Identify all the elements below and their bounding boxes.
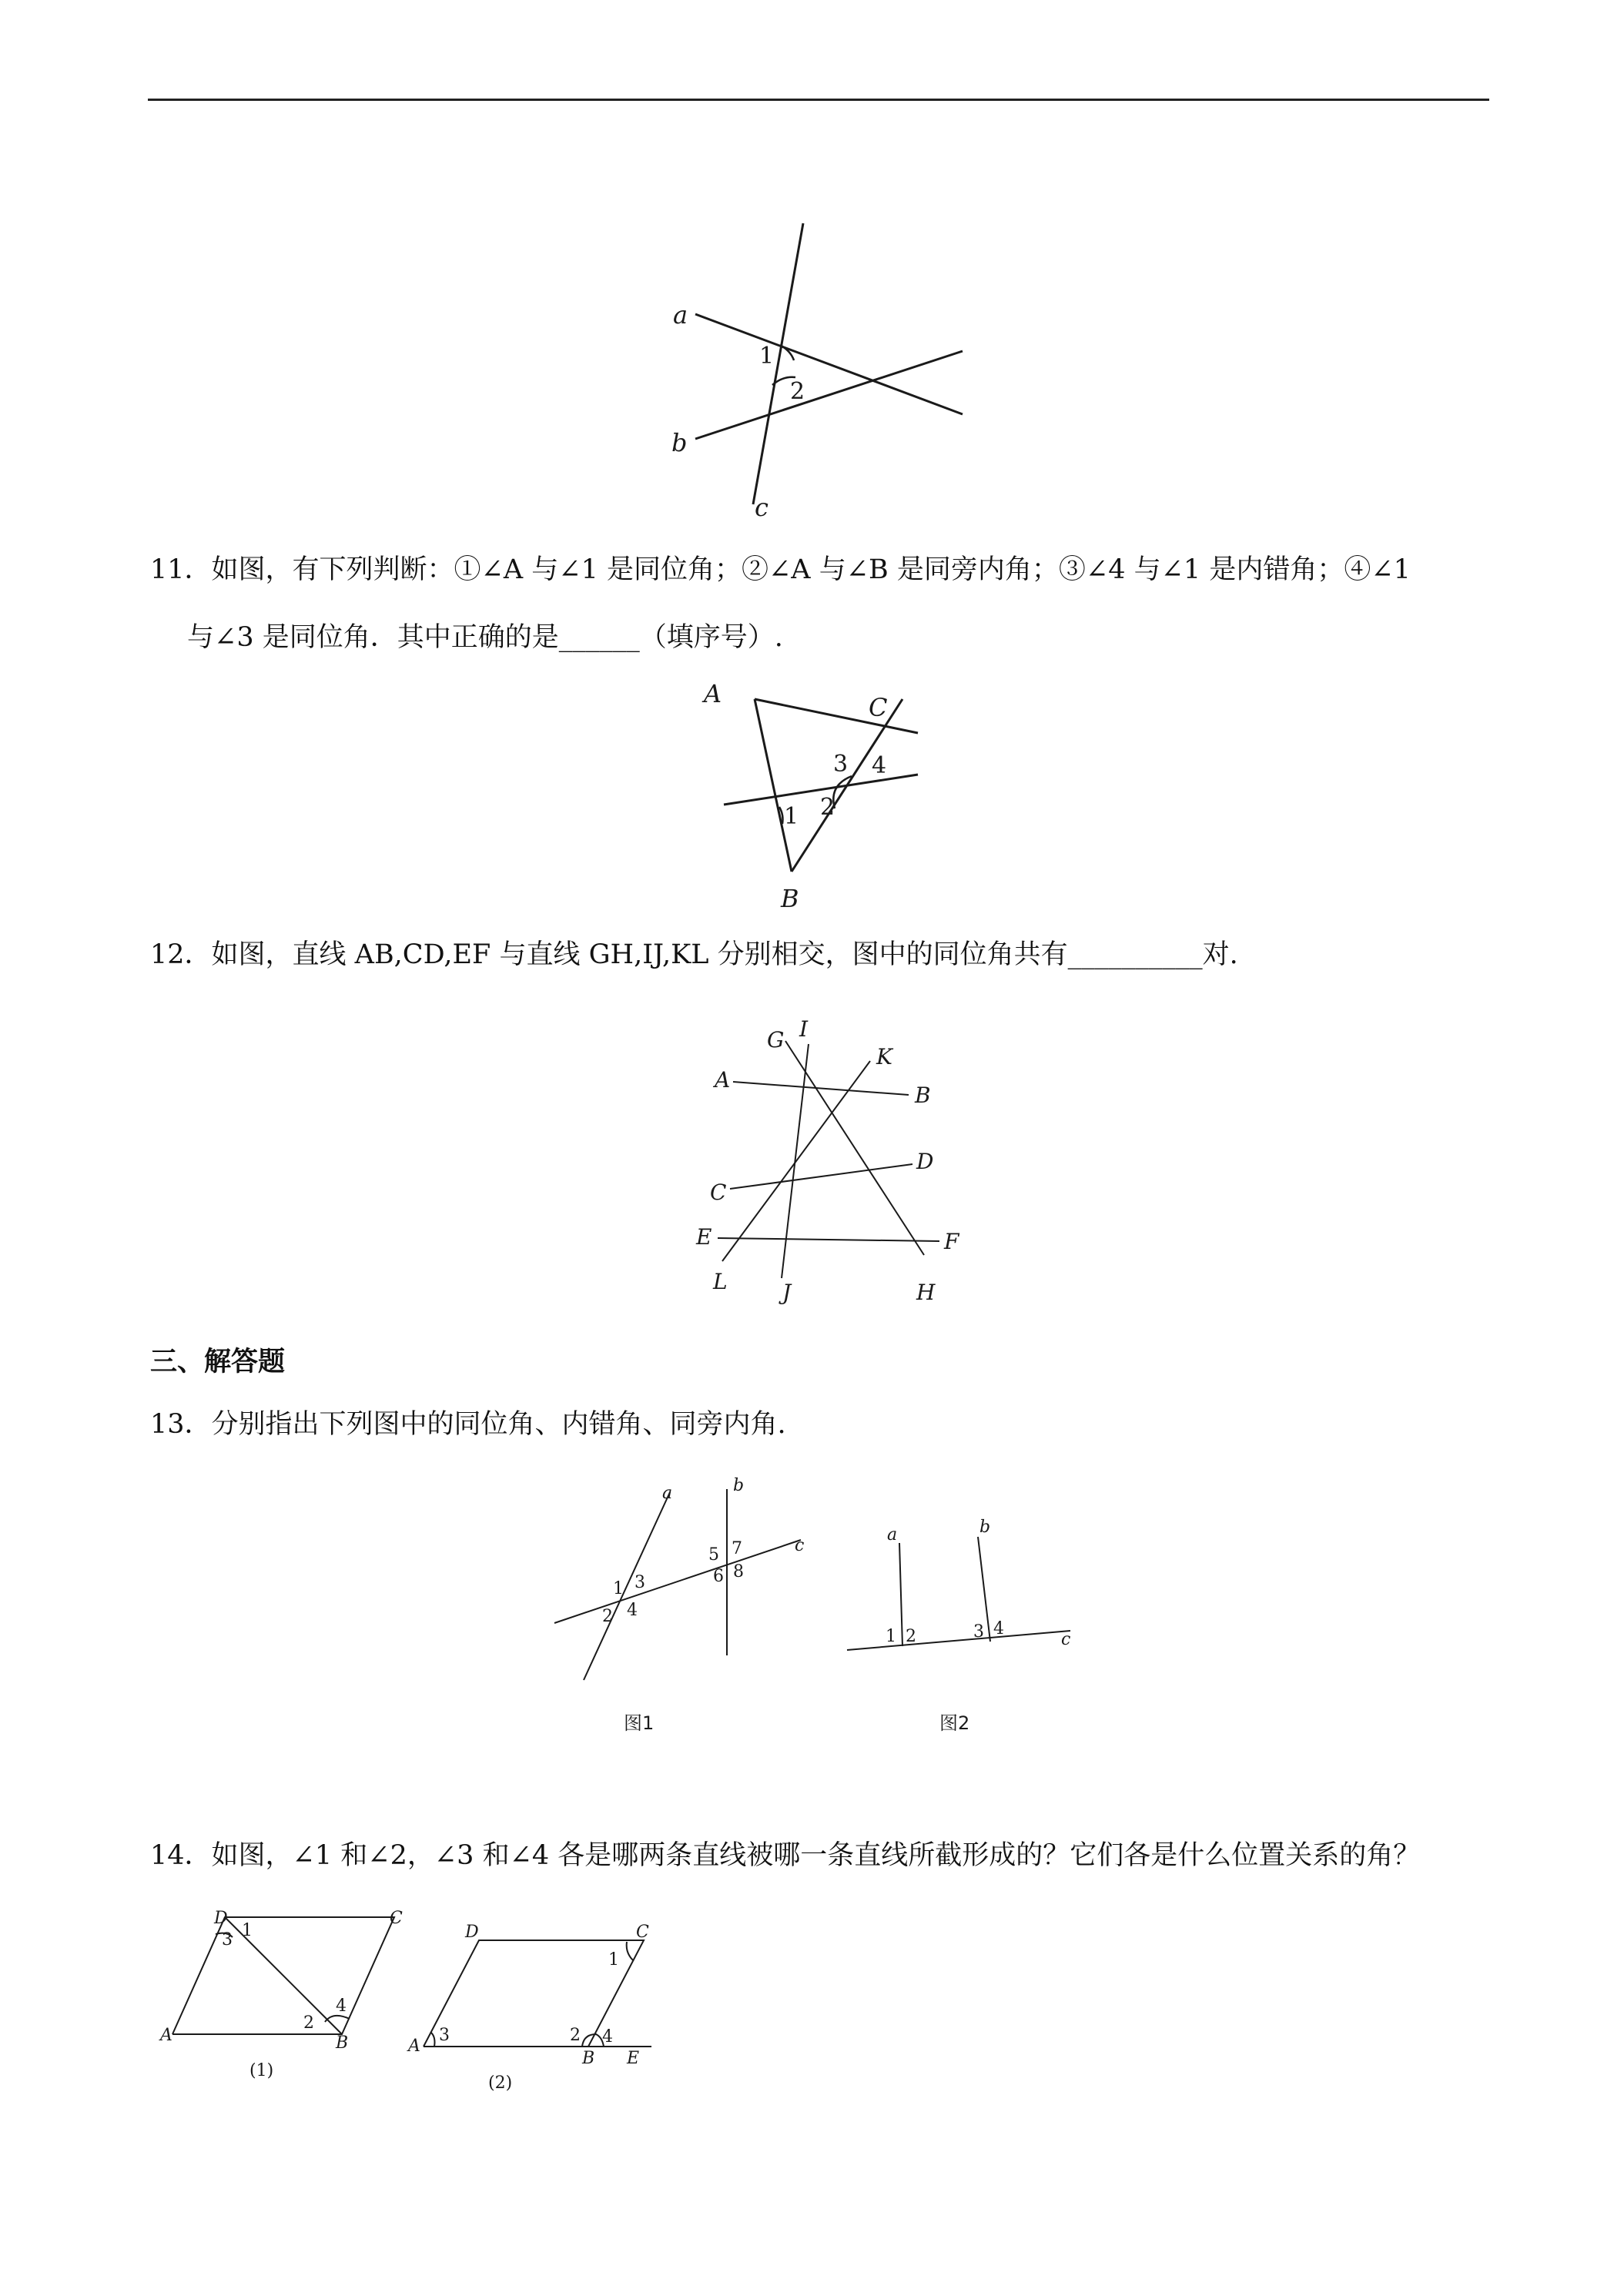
fig11-label-3: 3 bbox=[833, 751, 849, 778]
fig12-label-D: D bbox=[916, 1149, 934, 1174]
fig13-1-label-2: 2 bbox=[602, 1607, 613, 1626]
fig13-2-label-2: 2 bbox=[906, 1627, 916, 1646]
section-3-title: 三、解答题 bbox=[150, 1347, 286, 1377]
fig12-label-F: F bbox=[944, 1229, 959, 1254]
fig14-1-label-C: C bbox=[390, 1909, 403, 1928]
fig14-2-label-1: 1 bbox=[608, 1950, 619, 1970]
fig13-1-label-7: 7 bbox=[732, 1539, 742, 1558]
fig14-2-label-4: 4 bbox=[602, 2027, 613, 2047]
figure-q12 bbox=[662, 1016, 970, 1317]
fig14-1-label-1: 1 bbox=[242, 1921, 253, 1940]
fig13-1-label-4: 4 bbox=[627, 1601, 638, 1620]
fig13-2-label-1: 1 bbox=[886, 1627, 896, 1646]
fig13-1-label-b: b bbox=[733, 1476, 745, 1495]
fig12-label-B: B bbox=[915, 1083, 931, 1108]
fig11-label-1: 1 bbox=[784, 803, 799, 830]
fig14-1-label-D: D bbox=[214, 1909, 228, 1928]
figure-q10 bbox=[662, 216, 970, 522]
fig13-2-label-b: b bbox=[979, 1518, 991, 1537]
fig14-2-label-2: 2 bbox=[570, 2026, 581, 2045]
question-11-line-2: 与∠3 是同位角．其中正确的是______（填序号）. bbox=[187, 622, 783, 653]
fig10-label-1: 1 bbox=[759, 343, 775, 370]
fig14-1-caption: (1) bbox=[249, 2061, 274, 2080]
question-12: 12．如图，直线 AB,CD,EF 与直线 GH,IJ,KL 分别相交，图中的同位角共有__________对. bbox=[150, 939, 1238, 970]
fig12-label-L: L bbox=[713, 1269, 728, 1294]
question-13: 13．分别指出下列图中的同位角、内错角、同旁内角. bbox=[150, 1409, 786, 1440]
fig13-1-label-3: 3 bbox=[635, 1573, 645, 1592]
fig14-2-label-E: E bbox=[627, 2049, 640, 2068]
question-14: 14．如图，∠1 和∠2，∠3 和∠4 各是哪两条直线被哪一条直线所截形成的？它们各是什么位置关系的角？ bbox=[150, 1840, 1421, 1871]
fig13-2-label-a: a bbox=[887, 1525, 898, 1545]
fig13-1-caption: 图1 bbox=[624, 1712, 655, 1734]
figure-q14-fig1 bbox=[154, 1909, 416, 2110]
fig13-2-caption: 图2 bbox=[939, 1712, 970, 1734]
fig11-label-B: B bbox=[781, 884, 799, 913]
fig10-label-a: a bbox=[673, 300, 688, 330]
figure-q14-fig2 bbox=[400, 1917, 662, 2117]
fig11-label-C: C bbox=[869, 693, 888, 722]
figure-q11 bbox=[701, 678, 939, 916]
fig13-1-label-6: 6 bbox=[713, 1567, 724, 1586]
fig11-label-4: 4 bbox=[872, 752, 887, 779]
fig14-1-label-4: 4 bbox=[336, 1996, 347, 2016]
fig11-label-2: 2 bbox=[820, 794, 835, 821]
fig12-label-H: H bbox=[916, 1280, 936, 1305]
header-rule bbox=[148, 99, 1489, 101]
fig12-label-J: J bbox=[782, 1280, 792, 1305]
fig12-label-E: E bbox=[696, 1224, 712, 1250]
fig14-2-label-A: A bbox=[408, 2037, 420, 2056]
fig12-label-I: I bbox=[799, 1016, 809, 1042]
fig13-2-label-c: c bbox=[1061, 1630, 1071, 1649]
fig14-1-label-2: 2 bbox=[303, 2013, 314, 2033]
fig14-2-label-3: 3 bbox=[439, 2026, 450, 2045]
fig13-1-label-a: a bbox=[662, 1484, 673, 1503]
fig10-label-c: c bbox=[755, 493, 768, 522]
fig14-1-label-B: B bbox=[336, 2033, 349, 2053]
figure-q13-fig1 bbox=[539, 1471, 816, 1740]
fig10-label-b: b bbox=[671, 428, 688, 457]
question-11-line-1: 11．如图，有下列判断：①∠A 与∠1 是同位角；②∠A 与∠B 是同旁内角；③∠4 与∠1 是内错角；④∠1 bbox=[150, 554, 1411, 585]
fig12-label-K: K bbox=[876, 1044, 892, 1069]
fig14-2-caption: (2) bbox=[488, 2073, 513, 2093]
fig12-label-C: C bbox=[710, 1180, 727, 1205]
fig13-1-label-5: 5 bbox=[708, 1545, 719, 1565]
fig13-1-label-8: 8 bbox=[733, 1562, 744, 1581]
fig12-label-G: G bbox=[767, 1027, 785, 1053]
fig14-2-label-C: C bbox=[636, 1923, 649, 1942]
fig13-1-label-1: 1 bbox=[613, 1579, 624, 1598]
fig12-label-A: A bbox=[715, 1067, 731, 1093]
fig13-2-label-4: 4 bbox=[993, 1619, 1004, 1638]
fig14-1-label-3: 3 bbox=[222, 1930, 233, 1950]
fig13-2-label-3: 3 bbox=[973, 1622, 984, 1642]
figure-q13-fig2 bbox=[839, 1509, 1086, 1740]
fig14-2-label-D: D bbox=[465, 1923, 479, 1942]
fig13-1-label-c: c bbox=[795, 1536, 805, 1555]
fig10-label-2: 2 bbox=[790, 378, 805, 405]
fig11-label-A: A bbox=[704, 679, 722, 708]
fig14-1-label-A: A bbox=[160, 2026, 172, 2045]
fig14-2-label-B: B bbox=[582, 2049, 595, 2068]
